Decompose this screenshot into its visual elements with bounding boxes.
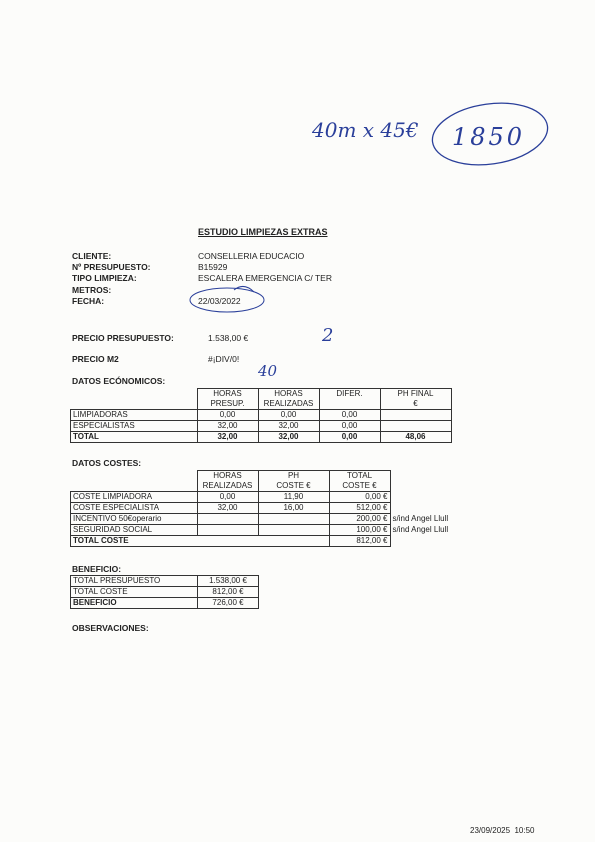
header-total-coste: TOTAL COSTE €	[329, 471, 390, 492]
header-blank	[71, 389, 198, 410]
handwritten-note-two: 2	[322, 325, 334, 346]
fecha-label: FECHA:	[72, 296, 105, 306]
datos-costes-label: DATOS COSTES:	[72, 458, 142, 468]
cell: 0,00	[258, 410, 319, 421]
datos-costes-table	[70, 470, 451, 547]
row-name: TOTAL COSTE	[71, 587, 198, 598]
row-name: ESPECIALISTAS	[71, 421, 198, 432]
footer-timestamp: 23/09/2025 10:50	[470, 826, 535, 835]
row-name: COSTE LIMPIADORA	[71, 492, 198, 503]
table-row	[71, 576, 259, 587]
table-row	[71, 421, 452, 432]
cell: 1.538,00 €	[198, 576, 259, 587]
cell: 512,00 €	[329, 503, 390, 514]
row-name: TOTAL	[71, 432, 198, 443]
cell	[258, 525, 329, 536]
row-name: LIMPIADORAS	[71, 410, 198, 421]
table-row	[71, 492, 451, 503]
table-header-row	[71, 389, 452, 410]
header-horas-realizadas: HORAS REALIZADAS	[258, 389, 319, 410]
beneficio-table	[70, 575, 259, 609]
tipo-label: TIPO LIMPIEZA:	[72, 273, 137, 283]
row-name: TOTAL PRESUPUESTO	[71, 576, 198, 587]
cell: 32,00	[258, 421, 319, 432]
datos-economicos-table	[70, 388, 452, 443]
observaciones-label: OBSERVACIONES:	[72, 623, 149, 633]
cell: 48,06	[380, 432, 451, 443]
cell: 0,00	[319, 410, 380, 421]
cell: 0,00	[319, 421, 380, 432]
cell: 32,00	[197, 432, 258, 443]
cell: 32,00	[197, 503, 258, 514]
row-note	[390, 492, 451, 503]
cell: 32,00	[197, 421, 258, 432]
cell: 11,90	[258, 492, 329, 503]
header-ph-final: PH FINAL €	[380, 389, 451, 410]
table-row	[71, 514, 451, 525]
precio-m2-label: PRECIO M2	[72, 354, 119, 364]
precio-presupuesto-label: PRECIO PRESUPUESTO:	[72, 333, 174, 343]
header-blank	[390, 471, 451, 492]
handwritten-note-total: 1850	[452, 123, 526, 151]
cell: 812,00 €	[329, 536, 390, 547]
table-row	[71, 587, 259, 598]
row-note	[390, 503, 451, 514]
table-row	[71, 503, 451, 514]
row-note: s/ind Angel Llull	[392, 525, 449, 534]
datos-economicos-label: DATOS ECÓNOMICOS:	[72, 376, 166, 386]
handwritten-note-hours: 40	[258, 362, 278, 380]
cell: 0,00	[197, 492, 258, 503]
cell: 200,00 €	[329, 514, 390, 525]
table-row-total	[71, 536, 451, 547]
header-blank	[71, 471, 198, 492]
handwritten-note-area: 40m x 45€	[312, 118, 419, 142]
beneficio-label: BENEFICIO:	[72, 564, 122, 574]
cell	[197, 514, 258, 525]
row-name: COSTE ESPECIALISTA	[71, 503, 198, 514]
cliente-label: CLIENTE:	[72, 251, 112, 261]
precio-m2-value: #¡DIV/0!	[208, 354, 240, 364]
cliente-value: CONSELLERIA EDUCACIO	[198, 251, 305, 261]
cell: 0,00 €	[329, 492, 390, 503]
cell	[258, 514, 329, 525]
cell	[380, 421, 451, 432]
document-title: ESTUDIO LIMPIEZAS EXTRAS	[198, 227, 328, 237]
table-header-row	[71, 471, 451, 492]
cell: 32,00	[258, 432, 319, 443]
cell	[380, 410, 451, 421]
cell: 16,00	[258, 503, 329, 514]
presupuesto-value: B15929	[198, 262, 228, 272]
table-row	[71, 410, 452, 421]
header-difer: DIFER.	[319, 389, 380, 410]
precio-presupuesto-value: 1.538,00 €	[208, 333, 249, 343]
cell: 812,00 €	[198, 587, 259, 598]
table-row	[71, 525, 451, 536]
table-row-total	[71, 598, 259, 609]
cell: 0,00	[319, 432, 380, 443]
header-ph-coste: PH COSTE €	[258, 471, 329, 492]
metros-label: METROS:	[72, 285, 112, 295]
tipo-value: ESCALERA EMERGENCIA C/ TER	[198, 273, 332, 283]
row-name: TOTAL COSTE	[71, 536, 330, 547]
row-note: s/ind Angel Llull	[392, 514, 449, 523]
header-horas-presup: HORAS PRESUP.	[197, 389, 258, 410]
fecha-handwritten-circle	[186, 282, 268, 314]
presupuesto-label: Nº PRESUPUESTO:	[72, 262, 151, 272]
cell: 100,00 €	[329, 525, 390, 536]
cell	[197, 525, 258, 536]
cell: 0,00	[197, 410, 258, 421]
row-name: BENEFICIO	[71, 598, 198, 609]
table-row-total	[71, 432, 452, 443]
header-horas-realizadas: HORAS REALIZADAS	[197, 471, 258, 492]
row-name: INCENTIVO 50€operario	[71, 514, 198, 525]
row-name: SEGURIDAD SOCIAL	[71, 525, 198, 536]
row-note	[390, 536, 451, 547]
cell: 726,00 €	[198, 598, 259, 609]
fecha-value: 22/03/2022	[198, 296, 241, 306]
